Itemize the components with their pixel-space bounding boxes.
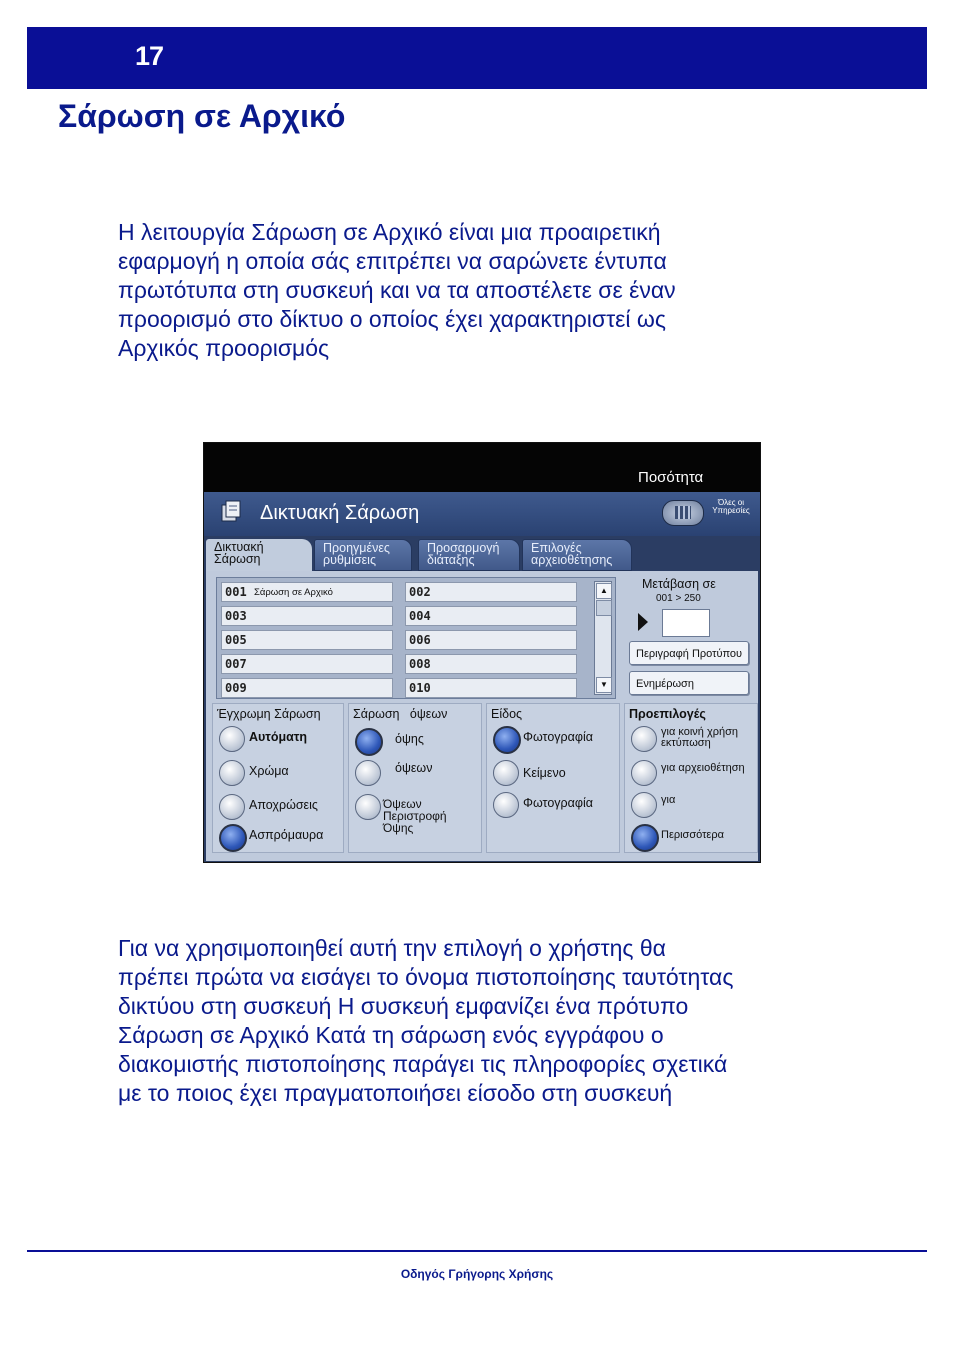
tab-advanced-settings[interactable] [314, 539, 412, 571]
radio-button[interactable] [493, 760, 519, 786]
template-row[interactable] [221, 630, 393, 650]
radio-button[interactable] [355, 760, 381, 786]
option-label: Αποχρώσεις [249, 798, 318, 812]
radio-button-selected[interactable] [219, 824, 247, 852]
original-type-group [486, 703, 620, 853]
option-label: Περισσότερα [661, 829, 724, 841]
option-text[interactable] [493, 760, 619, 788]
radio-button-selected[interactable] [493, 726, 521, 754]
option-1-sided[interactable] [355, 728, 481, 756]
option-photo-text[interactable] [493, 726, 619, 754]
option-label: Αυτόματη [249, 730, 308, 744]
option-label: Χρώμα [249, 764, 289, 778]
quantity-label: Ποσότητα [638, 469, 704, 486]
all-services-label: Όλες οι Υπηρεσίες [712, 498, 750, 515]
option-label: Φωτογραφία [523, 730, 593, 744]
intro-paragraph: Η λειτουργία Σάρωση σε Αρχικό είναι μια προαιρετική εφαρμογή η οποία σάς επιτρέπει να σαρώνετε έντυπα πρωτότυπα στη συσκευή και να τα αποστέλετε σε έναν προορισμό στο δίκτυο ο οποίος έχει χαρακτηριστεί ως Αρχικός προορισμός [118, 219, 676, 361]
tab-label: Προηγμένες ρυθμίσεις [323, 541, 390, 567]
network-scan-icon [220, 499, 242, 523]
sided-scanning-group [348, 703, 482, 853]
template-row[interactable] [221, 606, 393, 626]
service-title-strip [204, 492, 760, 536]
tab-filing-options[interactable] [522, 539, 632, 571]
option-label: Ασπρόμαυρα [249, 828, 324, 842]
group-title: Σάρωση όψεων [353, 707, 448, 721]
option-label: όψεων [395, 761, 433, 775]
radio-button[interactable] [631, 792, 657, 818]
radio-button-selected[interactable] [355, 728, 383, 756]
tab-label: Δικτυακή Σάρωση [214, 540, 264, 566]
option-auto[interactable] [219, 726, 345, 754]
all-services-button[interactable] [662, 500, 704, 526]
option-color[interactable] [219, 760, 345, 788]
footer-rule [27, 1250, 927, 1252]
option-other-preset[interactable] [631, 792, 757, 820]
group-title: Είδος [491, 707, 523, 721]
template-number: 001 [225, 585, 247, 599]
radio-button-selected[interactable] [631, 824, 659, 852]
template-row[interactable] [221, 678, 393, 698]
option-photo[interactable] [493, 792, 619, 820]
option-label: όψης [395, 732, 424, 746]
radio-button[interactable] [631, 760, 657, 786]
template-row[interactable] [405, 582, 577, 602]
page-number: 17 [135, 41, 164, 71]
color-scanning-group [212, 703, 344, 853]
template-scrollbar[interactable] [594, 581, 612, 695]
template-row[interactable] [405, 678, 577, 698]
tab-network-scan[interactable] [206, 539, 312, 575]
device-screenshot [203, 442, 761, 863]
option-label: Φωτογραφία [523, 796, 593, 810]
template-number: 010 [409, 681, 431, 695]
option-2-sided-rotate[interactable] [355, 794, 481, 842]
goto-label: Μετάβαση σε [642, 577, 716, 591]
goto-number-input[interactable] [662, 609, 710, 637]
goto-arrow-icon [638, 613, 648, 631]
radio-button[interactable] [631, 726, 657, 752]
tab-label: Επιλογές αρχειοθέτησης [531, 541, 613, 567]
group-title: Έγχρωμη Σάρωση [217, 707, 321, 721]
group-title: Προεπιλογές [629, 707, 706, 721]
template-name: Σάρωση σε Αρχικό [254, 587, 333, 598]
template-number: 003 [225, 609, 247, 623]
template-row[interactable] [405, 606, 577, 626]
option-black-white[interactable] [219, 824, 345, 852]
radio-button[interactable] [219, 760, 245, 786]
goto-range: 001 > 250 [656, 593, 701, 604]
page-title: Σάρωση σε Αρχικό [58, 98, 346, 134]
refresh-button[interactable]: Ενημέρωση [629, 671, 749, 695]
option-more[interactable] [631, 824, 757, 852]
radio-button[interactable] [355, 794, 381, 820]
template-row[interactable] [405, 630, 577, 650]
footer-text: Οδηγός Γρήγορης Χρήσης [400, 1267, 554, 1281]
option-sharing-printing[interactable] [631, 726, 757, 754]
template-list [216, 577, 616, 699]
radio-button[interactable] [219, 794, 245, 820]
template-number: 005 [225, 633, 247, 647]
service-title: Δικτυακή Σάρωση [260, 502, 420, 524]
option-archival[interactable] [631, 760, 757, 788]
scroll-down-icon[interactable]: ▼ [596, 677, 612, 693]
template-number: 004 [409, 609, 431, 623]
radio-button[interactable] [219, 726, 245, 752]
template-description-button[interactable]: Περιγραφή Προτύπου [629, 641, 749, 665]
radio-button[interactable] [493, 792, 519, 818]
header-bar [27, 27, 927, 89]
status-bar [204, 443, 760, 492]
option-label: Όψεων Περιστροφή Όψης [383, 797, 447, 835]
template-number: 009 [225, 681, 247, 695]
body-paragraph: Για να χρησιμοποιηθεί αυτή την επιλογή ο χρήστης θα πρέπει πρώτα να εισάγει το όνομα πιστοποίησης ταυτότητας δικτύου στη συσκευή Η συσκευή εμφανίζει ένα πρότυπο Σάρωση σε Αρχικό Κατά τη σάρωση ενός εγγράφου ο διακομιστής πιστοποίησης παράγει τις πληροφορίες σχετικά με το ποιος έχει πραγματοποιήσει είσοδο στη συσκευή [118, 935, 734, 1106]
option-2-sided[interactable] [355, 760, 481, 788]
template-number: 008 [409, 657, 431, 671]
template-row[interactable] [221, 654, 393, 674]
option-grayscale[interactable] [219, 794, 345, 822]
template-number: 002 [409, 585, 431, 599]
grid-icon [675, 506, 691, 519]
tab-layout-adjustment[interactable] [418, 539, 520, 571]
option-label: για αρχειοθέτηση [661, 762, 745, 774]
option-label: για [661, 794, 676, 806]
presets-group [624, 703, 758, 853]
template-number: 006 [409, 633, 431, 647]
template-row[interactable] [221, 582, 393, 602]
template-number: 007 [225, 657, 247, 671]
option-label: για κοινή χρήση εκτύπωση [661, 726, 739, 749]
scroll-up-icon[interactable]: ▲ [596, 583, 612, 599]
template-row[interactable] [405, 654, 577, 674]
tab-label: Προσαρμογή διάταξης [427, 541, 500, 567]
tab-panel [206, 571, 758, 861]
option-label: Κείμενο [523, 766, 566, 780]
scroll-thumb[interactable] [596, 600, 612, 616]
